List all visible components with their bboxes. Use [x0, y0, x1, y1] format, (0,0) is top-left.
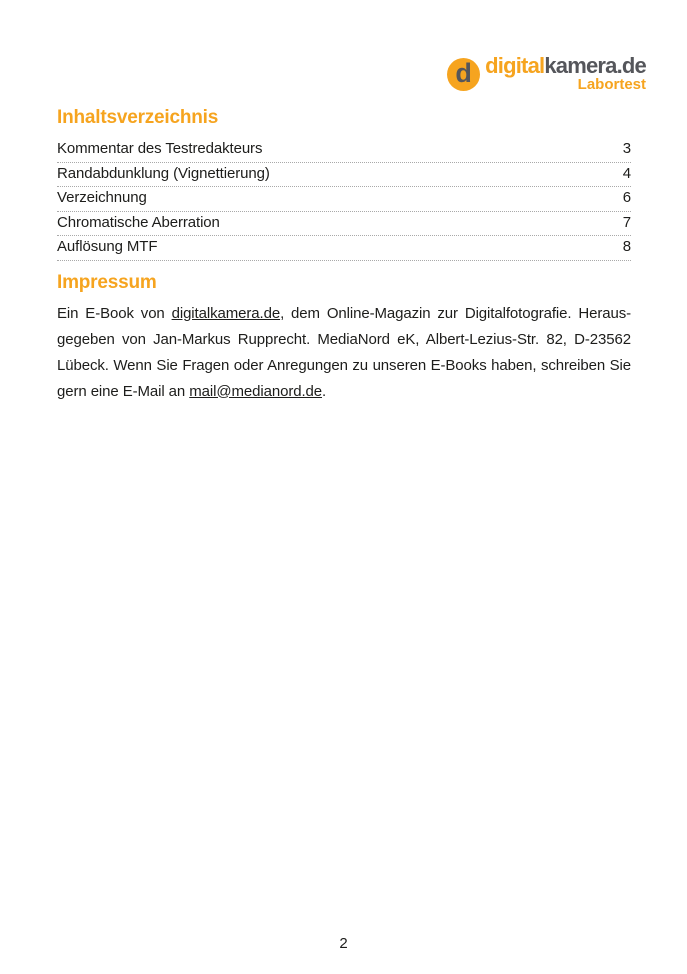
- link-digitalkamerade[interactable]: digitalkamera.de: [171, 304, 281, 322]
- impressum-line: [57, 379, 631, 405]
- toc-entry-label: Randabdunklung (Vignettierung): [57, 164, 270, 182]
- logo-subtitle: Labortest: [577, 76, 646, 93]
- logo-wordmark-gray: kamera.de: [544, 53, 646, 78]
- toc-entry[interactable]: [57, 138, 631, 163]
- impressum-text-segment: .: [322, 382, 327, 400]
- toc-entry[interactable]: [57, 212, 631, 237]
- toc-entry-label: Auflösung MTF: [57, 238, 158, 255]
- page-number: 2: [339, 935, 348, 952]
- logo-wordmark: [485, 55, 646, 77]
- toc-entry[interactable]: [57, 187, 631, 212]
- toc-heading: Inhaltsverzeichnis: [57, 107, 219, 128]
- digitalkamera-logo-icon: [447, 58, 480, 91]
- toc-entry-label: Verzeichnung: [57, 189, 147, 206]
- toc-entry-label: Kommentar des Testredakteurs: [57, 140, 263, 157]
- page-content: [57, 107, 631, 405]
- logo-wordmark-orange: digital: [485, 53, 545, 78]
- impressum-line: [57, 301, 631, 327]
- impressum-heading: Impressum: [57, 271, 157, 293]
- logo-icon-letter: d: [455, 57, 472, 88]
- impressum-paragraph: [57, 301, 631, 405]
- impressum-text-segment: gern eine E-Mail an: [57, 382, 190, 400]
- page-footer: [0, 935, 687, 952]
- toc-entry-page: 8: [622, 238, 631, 255]
- link-mailmedianordde[interactable]: mail@medianord.de: [189, 382, 323, 400]
- impressum-line: [57, 327, 631, 353]
- brand-logo: [447, 55, 646, 93]
- logo-row: [447, 55, 646, 93]
- toc-entry[interactable]: [57, 236, 631, 261]
- toc-entry-page: 7: [622, 213, 631, 231]
- impressum-text-segment: Ein E-Book von: [57, 304, 172, 322]
- toc-list: [57, 138, 631, 261]
- toc-entry[interactable]: [57, 163, 631, 188]
- toc-entry-page: 4: [622, 164, 631, 182]
- toc-entry-label: Chromatische Aberration: [57, 213, 220, 231]
- impressum-text-segment: Lübeck. Wenn Sie Fragen oder Anregungen zu unseren E-Books haben, schreiben Sie: [57, 356, 631, 374]
- toc-entry-page: 3: [622, 140, 631, 157]
- impressum-text-segment: , dem Online-Magazin zur Digitalfotografie. Heraus-: [280, 304, 631, 322]
- toc-entry-page: 6: [622, 189, 631, 206]
- logo-text-column: [485, 55, 646, 93]
- impressum-line: [57, 353, 631, 379]
- impressum-text-segment: gegeben von Jan-Markus Rupprecht. MediaNord eK, Albert-Lezius-Str. 82, D-23562: [57, 330, 631, 348]
